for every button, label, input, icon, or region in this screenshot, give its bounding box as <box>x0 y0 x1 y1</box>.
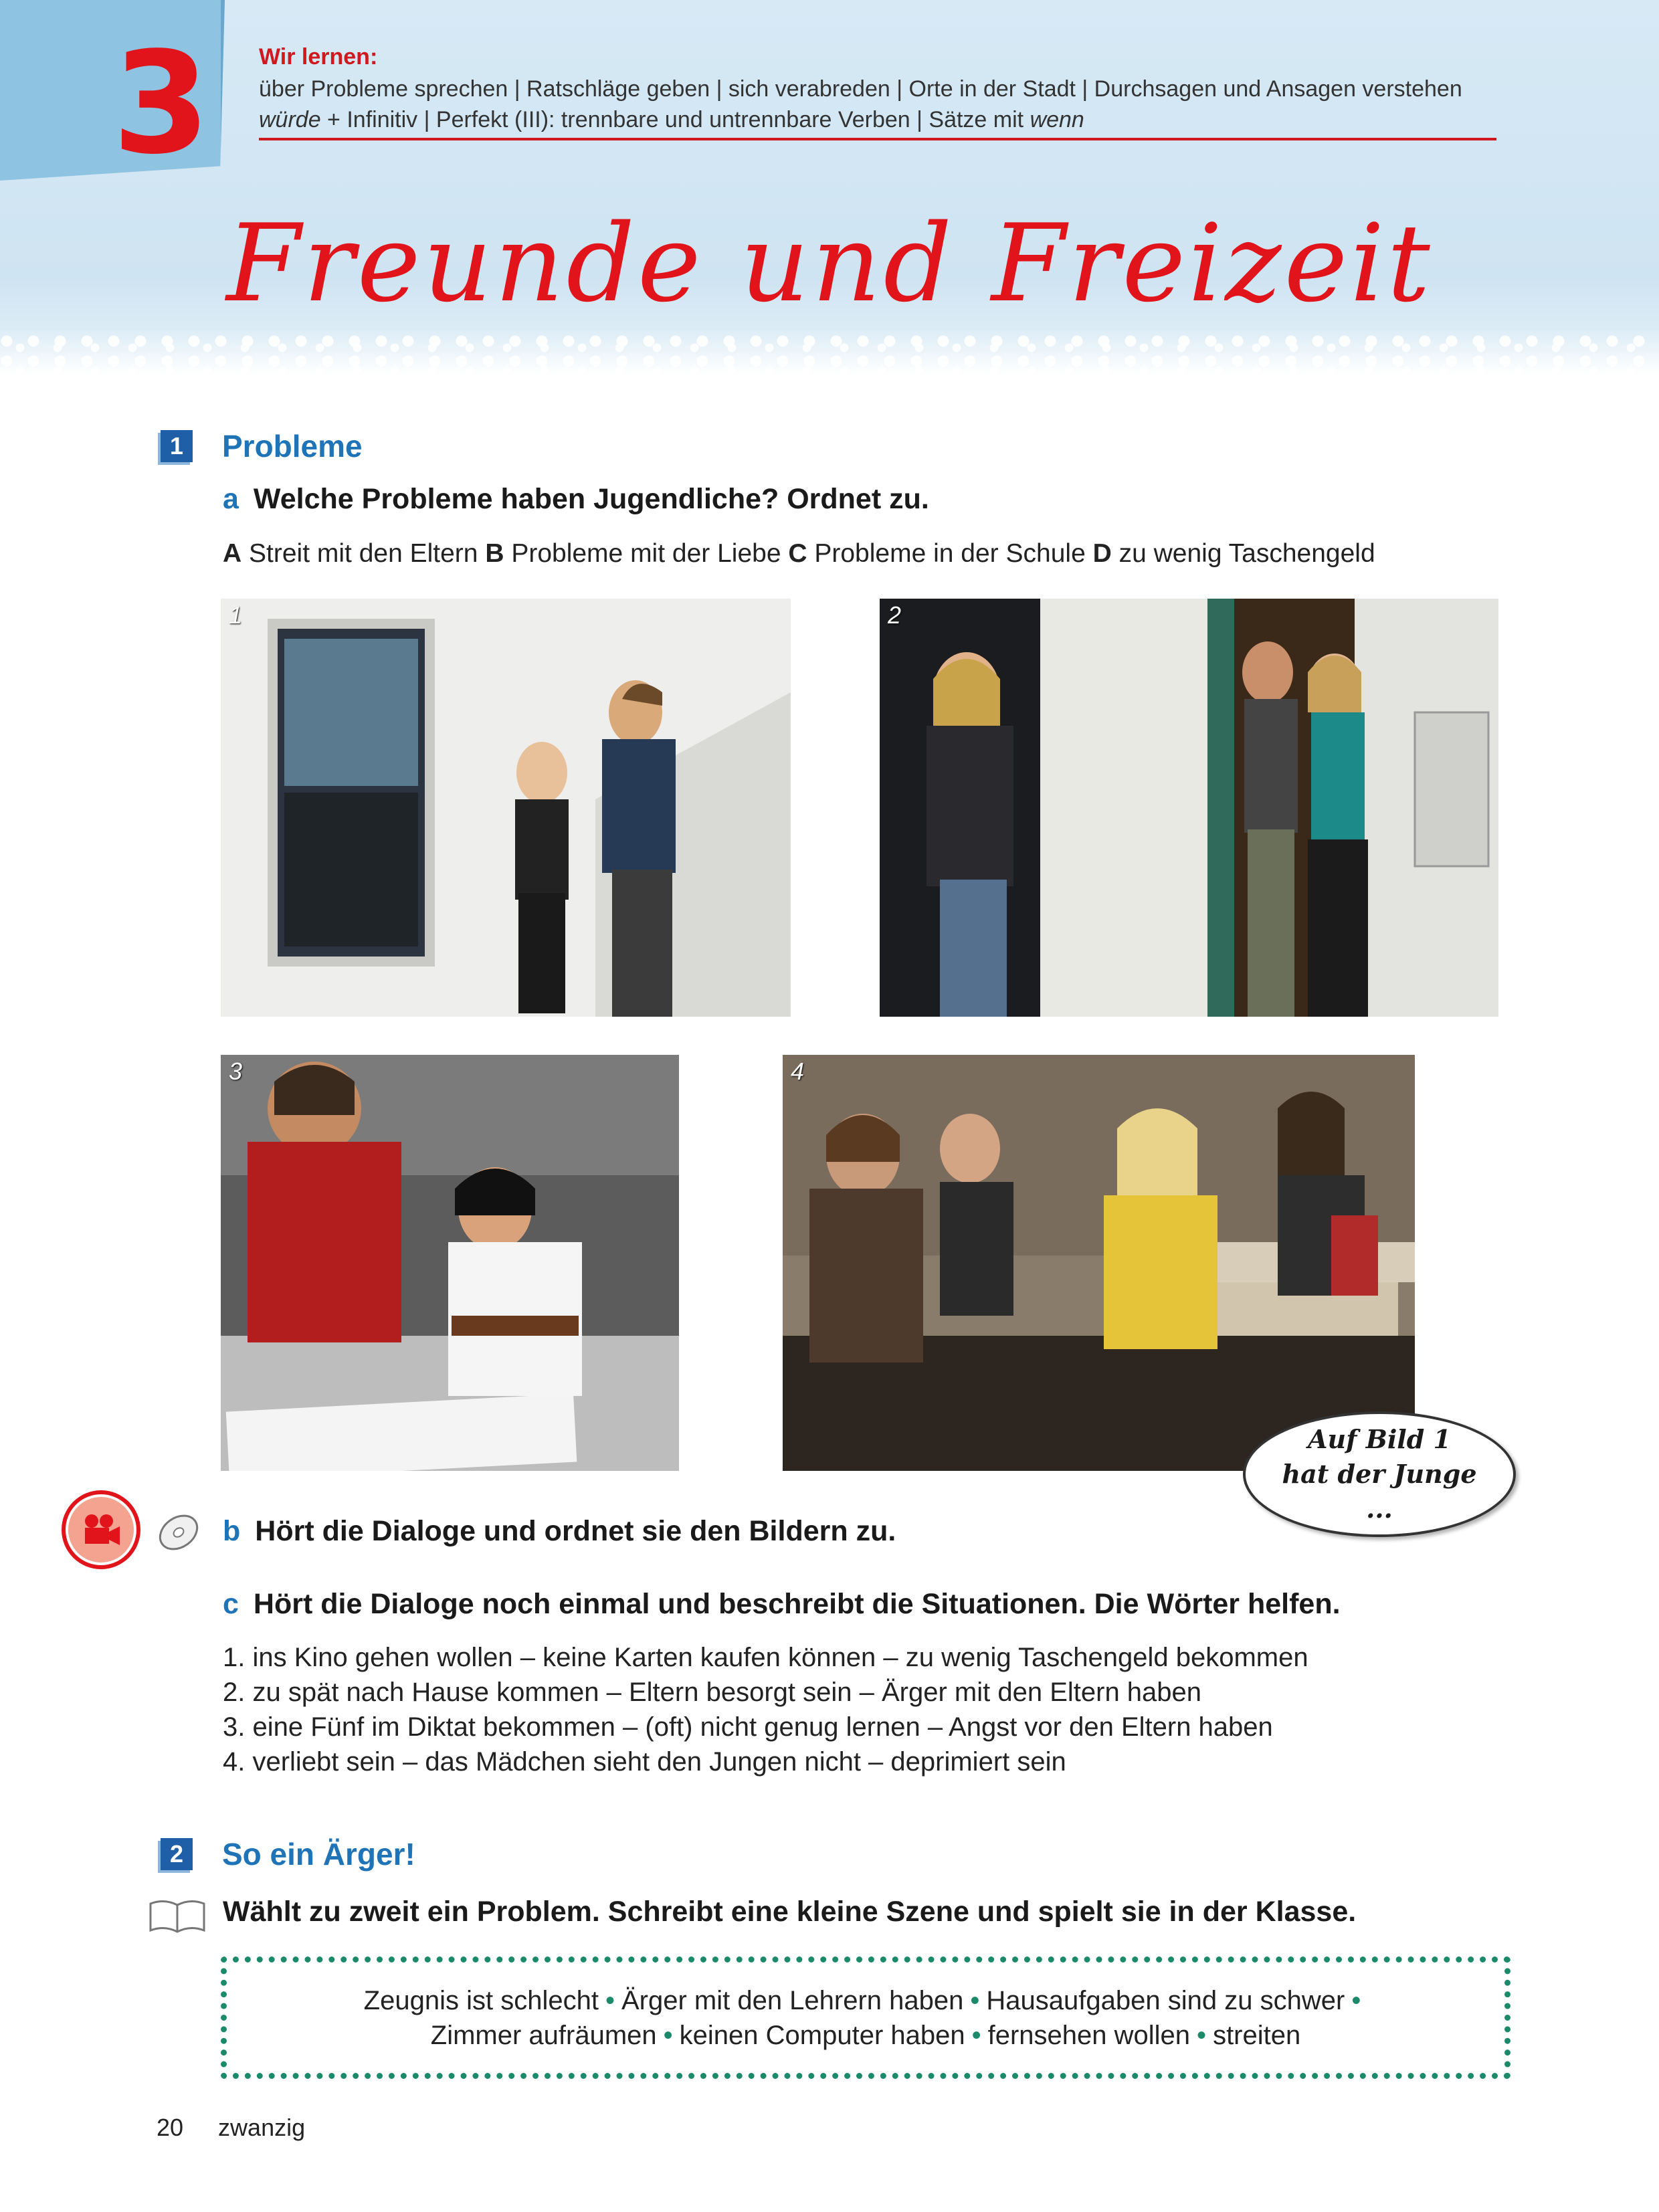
cinema-poster-photo-icon <box>221 599 791 1017</box>
word-box <box>221 1956 1510 2079</box>
learning-goals-italic-a: würde <box>259 107 321 132</box>
photo-2-number: 2 <box>888 601 902 629</box>
cd-icon[interactable] <box>155 1509 202 1556</box>
section-1-number: 1 <box>161 430 193 462</box>
photo-3-number: 3 <box>229 1058 243 1085</box>
page-title: Freunde und Freizeit <box>226 201 1433 326</box>
task-1b <box>223 1515 896 1548</box>
word-computer: keinen Computer haben <box>679 2020 965 2050</box>
learning-goals-italic-b: wenn <box>1030 107 1084 132</box>
list-item: 1. ins Kino gehen wollen – keine Karten kaufen können – zu wenig Taschengeld bekommen <box>223 1643 1308 1672</box>
word-aerger-lehrer: Ärger mit den Lehrern haben <box>621 1985 964 2015</box>
page-footer <box>157 2114 305 2142</box>
task-1a <box>223 483 929 516</box>
word-box-line2 <box>431 2018 1300 2053</box>
task-1a-text: Welche Probleme haben Jugendliche? Ordnet zu. <box>253 483 929 515</box>
open-book-icon <box>147 1897 207 1934</box>
bullet: • <box>971 2020 981 2050</box>
learning-goals <box>259 74 1462 135</box>
camera-glyph-icon <box>81 1513 121 1546</box>
word-streiten: streiten <box>1213 2020 1301 2050</box>
film-camera-icon[interactable] <box>62 1490 140 1569</box>
photo-2-door <box>880 599 1498 1017</box>
list-item: 2. zu spät nach Hause kommen – Eltern besorgt sein – Ärger mit den Eltern haben <box>223 1678 1202 1707</box>
task-1a-letter: a <box>223 483 239 515</box>
option-b-key: B <box>485 539 504 568</box>
option-d-key: D <box>1092 539 1112 568</box>
option-b-text: Probleme mit der Liebe <box>504 539 789 568</box>
section-1-title: Probleme <box>222 429 363 464</box>
task-1c-letter: c <box>223 1588 239 1620</box>
parents-door-photo-icon <box>880 599 1498 1017</box>
problem-options <box>223 539 1375 569</box>
classroom-photo-icon <box>221 1055 679 1471</box>
speech-bubble-line1: Auf Bild 1 <box>1308 1424 1451 1454</box>
task-1b-text: Hört die Dialoge und ordnet sie den Bildern zu. <box>255 1515 896 1547</box>
word-zeugnis: Zeugnis ist schlecht <box>363 1985 599 2015</box>
option-d-text: zu wenig Taschengeld <box>1111 539 1375 568</box>
photo-1-cinema <box>221 599 791 1017</box>
learning-goals-line2 <box>259 104 1462 135</box>
bullet: • <box>663 2020 673 2050</box>
word-zimmer: Zimmer aufräumen <box>430 2020 657 2050</box>
wir-lernen-label: Wir lernen: <box>259 44 378 70</box>
photo-1-number: 1 <box>229 601 243 629</box>
list-item: 3. eine Fünf im Diktat bekommen – (oft) nicht genug lernen – Angst vor den Eltern haben <box>223 1712 1273 1742</box>
situation-list <box>223 1640 1308 1779</box>
section-1-heading <box>161 428 363 464</box>
speech-bubble <box>1243 1411 1516 1537</box>
bullet: • <box>970 1985 980 2015</box>
cafe-photo-icon <box>783 1055 1415 1471</box>
page-word: zwanzig <box>218 2114 306 2141</box>
film-camera-inner <box>66 1494 136 1565</box>
option-a-key: A <box>223 539 242 568</box>
learning-goals-mid: + Infinitiv | Perfekt (III): trennbare und untrennbare Verben | Sätze mit <box>320 107 1030 132</box>
task-2: Wählt zu zweit ein Problem. Schreibt eine kleine Szene und spielt sie in der Klasse. <box>223 1896 1357 1928</box>
option-c-key: C <box>788 539 807 568</box>
chapter-number: 3 <box>112 21 211 185</box>
word-fernsehen: fernsehen wollen <box>987 2020 1191 2050</box>
task-1c-text: Hört die Dialoge noch einmal und beschreibt die Situationen. Die Wörter helfen. <box>253 1588 1341 1620</box>
photo-4-number: 4 <box>791 1058 805 1085</box>
bullet: • <box>1351 1985 1361 2015</box>
option-c-text: Probleme in der Schule <box>807 539 1093 568</box>
speech-bubble-line2: hat der Junge <box>1282 1459 1477 1489</box>
photo-4-cafe <box>783 1055 1415 1471</box>
photo-3-classroom <box>221 1055 679 1471</box>
learning-goals-line1: über Probleme sprechen | Ratschläge geben | sich verabreden | Orte in der Stadt | Durchsagen und Ansagen verstehen <box>259 76 1462 102</box>
header-divider <box>259 138 1496 140</box>
speech-bubble-line3: ... <box>1366 1494 1393 1524</box>
bullet: • <box>605 1985 615 2015</box>
bullet: • <box>1197 2020 1207 2050</box>
section-2-heading <box>161 1836 415 1872</box>
option-a-text: Streit mit den Eltern <box>241 539 486 568</box>
list-item: 4. verliebt sein – das Mädchen sieht den Jungen nicht – deprimiert sein <box>223 1747 1066 1777</box>
page-number: 20 <box>157 2114 184 2141</box>
task-1c <box>223 1588 1341 1621</box>
section-2-number: 2 <box>161 1838 193 1870</box>
task-1b-letter: b <box>223 1515 241 1547</box>
word-hausaufgaben: Hausaufgaben sind zu schwer <box>986 1985 1345 2015</box>
word-box-line1 <box>364 1983 1368 2018</box>
section-2-title: So ein Ärger! <box>222 1837 415 1872</box>
